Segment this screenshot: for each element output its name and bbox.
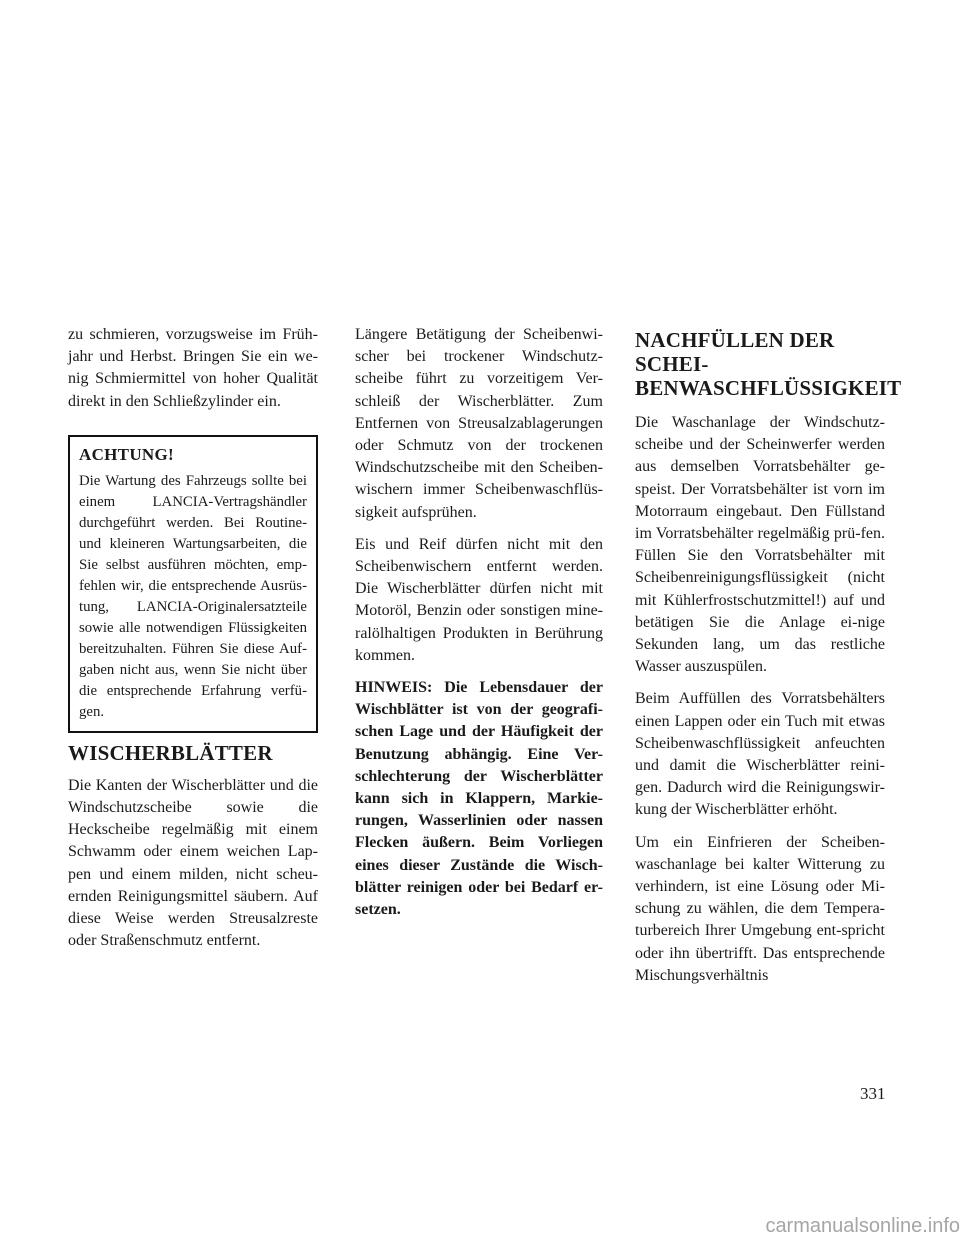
warning-text: Die Wartung des Fahrzeugs sollte bei einem LANCIA-Vertragshändler durchgeführt werden. Bei Routine- und kleineren Wartungsarbeiten, die Sie selbst ausführen möchten, emp-fehlen wir, die entsprechende Ausrüs-tung, LANCIA-Originalersatzteile sowie alle notwendigen Flüssigkeiten bereitzuhalten. Führen Sie diese Auf-gaben nicht aus, wenn Sie nicht über die entsprechende Erfahrung verfü-gen.	[79, 472, 307, 720]
paragraph-wiper-cleaning: Die Kanten der Wischerblätter und die Windschutzscheibe sowie die Heckscheibe regelmäßig mit einem Schwamm oder einem weichen Lap-pen und einem milden, nicht scheu-ernden Reinigungsmittel säubern. Auf diese Weise werden Streusalzreste oder Straßenschmutz entfernt.	[68, 776, 318, 950]
paragraph-refill-tip: Beim Auffüllen des Vorratsbehälters einen Lappen oder ein Tuch mit etwas Scheibenwaschflüssigkeit anfeuchten und damit die Wischerblätter reini-gen. Dadurch wird die Reinigungswir-kung der Wischerblätter erhöht.	[635, 690, 885, 819]
watermark-text: carmanualsonline.info	[765, 1215, 960, 1237]
page-number: 331	[860, 1084, 886, 1103]
section-heading-washer-fluid: NACHFÜLLEN DER SCHEI-BENWASCHFLÜSSIGKEIT	[635, 328, 902, 400]
paragraph-ice-frost: Eis und Reif dürfen nicht mit den Scheibenwischern entfernt werden. Die Wischerblätter dürfen nicht mit Motoröl, Benzin oder sonstigen mine-ralölhaltigen Produkten in Berührung kommen.	[355, 535, 603, 664]
section-heading-wiper-blades: WISCHERBLÄTTER	[68, 740, 273, 765]
paragraph-freeze-protection: Um ein Einfrieren der Scheiben-waschanlage bei kalter Witterung zu verhindern, ist eine Lösung oder Mi-schung zu wählen, die dem Tempera-turbereich Ihrer Umgebung ent-spricht oder ihn übertrifft. Das entsprechende Mischungsverhältnis	[635, 833, 885, 984]
paragraph-dry-wiping: Längere Betätigung der Scheibenwi-scher bei trockener Windschutz-scheibe führt zu vorzeitigem Ver-schleiß der Wischerblätter. Zum Entfernen von Streusalzablagerungen oder Schmutz von der trockenen Windschutzscheibe mit den Scheiben-wischern immer Scheibenwaschflüs-sigkeit aufsprühen.	[355, 326, 603, 521]
column-left	[68, 324, 318, 962]
paragraph-washer-system: Die Waschanlage der Windschutz-scheibe und der Scheinwerfer werden aus demselben Vorratsbehälter ge-speist. Der Vorratsbehälter ist vorn im Motorraum eingebaut. Den Füllstand im Vorratsbehälter regelmäßig prü-fen. Füllen Sie den Vorratsbehälter mit Scheibenreinigungsflüssigkeit (nicht mit Kühlerfrostschutzmittel!) auf und betätigen Sie die Anlage ei-nige Sekunden lang, um das restliche Wasser auszuspülen.	[635, 414, 885, 676]
paragraph-lock-lubrication: zu schmieren, vorzugsweise im Früh-jahr und Herbst. Bringen Sie ein we-nig Schmiermittel von hoher Qualität direkt in den Schließzylinder ein.	[68, 326, 318, 410]
column-middle	[355, 324, 603, 931]
warning-title: ACHTUNG!	[79, 444, 174, 464]
note-wiper-lifespan: HINWEIS: Die Lebensdauer der Wischblätter ist von der geografi-schen Lage und der Häufigkeit der Benutzung abhängig. Eine Ver-schlechterung der Wischerblätter kann sich in Klappern, Markie-rungen, Wasserlinien oder nassen Flecken äußern. Beim Vorliegen eines dieser Zustände die Wisch-blätter reinigen oder bei Bedarf er-setzen.	[355, 679, 603, 919]
column-right	[635, 328, 902, 997]
warning-box	[68, 435, 318, 733]
